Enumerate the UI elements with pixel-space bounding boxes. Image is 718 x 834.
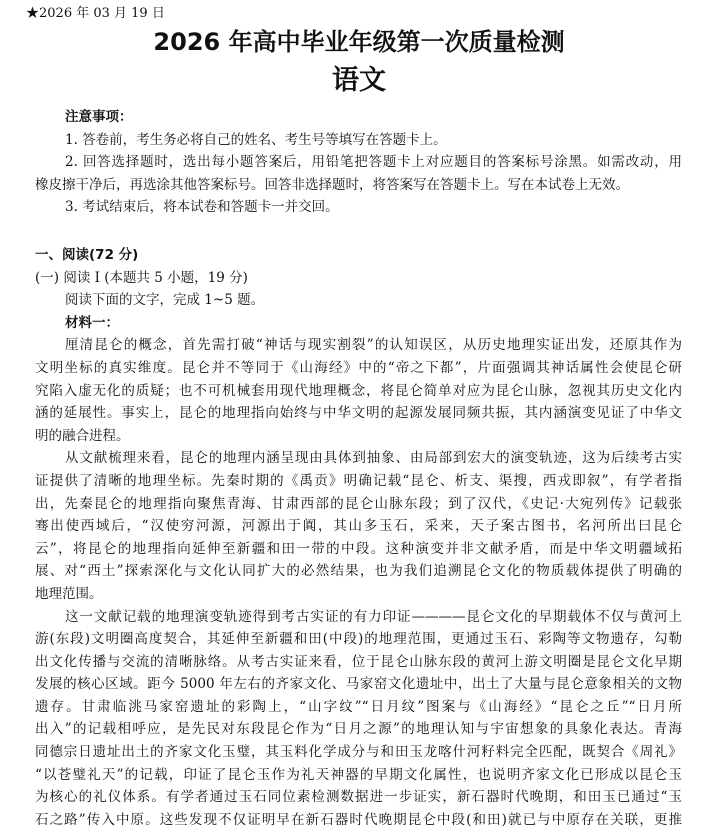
instruction: 阅读下面的文字，完成 1~5 题。 bbox=[65, 292, 265, 309]
passage-line: 明的融合进程。 bbox=[35, 427, 130, 444]
section-heading: 一、阅读(72 分) bbox=[35, 247, 139, 263]
reading-section bbox=[35, 244, 682, 831]
note-line: 1. 答卷前，考生务必将自己的姓名、考生号等填写在答题卡上。 bbox=[65, 131, 447, 148]
note-line: 2. 回答选择题时，选出每小题答案后，用铅笔把答题卡上对应题目的答案标号涂黑。如需改动，用 bbox=[65, 154, 682, 170]
notes-heading: 注意事项： bbox=[65, 109, 133, 125]
passage-line: 从文献梳理来看，昆仑的地理内涵呈现由具体到抽象、由局部到宏大的演变轨迹，这为后续考古实 bbox=[65, 450, 682, 467]
exam-date: ★2026 年 03 月 19 日 bbox=[26, 6, 165, 21]
passage bbox=[35, 334, 682, 831]
passage-line: 证提供了清晰的地理坐标。先秦时期的《禹贡》明确记载“昆仑、析支、渠搜，西戎即叙”，有学者指 bbox=[35, 472, 682, 489]
passage-line: 骞出使西域后，“汉使穷河源，河源出于阗，其山多玉石，采来，天子案古图书，名河所出曰昆仑 bbox=[35, 518, 682, 535]
note-line: 橡皮擦干净后，再选涂其他答案标号。回答非选择题时，将答案写在答题卡上。写在本试卷上无效。 bbox=[35, 176, 629, 193]
passage-line: “以苍璧礼天”的记载，印证了昆仑玉作为礼天神器的早期文化属性，也说明齐家文化已形成以昆仑玉 bbox=[35, 766, 682, 783]
passage-line: 究陷入虚无化的质疑；也不可机械套用现代地理概念，将昆仑简单对应为昆仑山脉，忽视其历史文化内 bbox=[35, 382, 682, 399]
passage-line: 石之路”传入中原。这些发现不仅证明早在新石器时代晚期昆仑中段(和田)就已与中原存在关联，更推 bbox=[35, 811, 682, 828]
passage-line: 同德宗日遗址出土的齐家文化玉璧，其玉料化学成分与和田玉龙喀什河籽料完全匹配，既契合《周礼》 bbox=[35, 744, 682, 761]
exam-subject: 语文 bbox=[332, 65, 386, 96]
note-line: 3. 考试结束后，将本试卷和答题卡一并交回。 bbox=[65, 199, 339, 215]
passage-line: 为核心的礼仪体系。有学者通过玉石同位素检测数据进一步证实，新石器时代晚期，和田玉已通过“玉 bbox=[35, 789, 682, 806]
passage-line: 出入”的记载相呼应，是先民对东段昆仑作为“日月之源”的地理认知与宇宙想象的具象化表达。青海 bbox=[35, 721, 682, 738]
passage-line: 云”，将昆仑的地理指向延伸至新疆和田一带的中段。这种演变并非文献矛盾，而是中华文明疆域拓 bbox=[35, 540, 682, 557]
passage-line: 遗存。甘肃临洮马家窑遗址的彩陶上，“山字纹”“日月纹”图案与《山海经》“昆仑之丘”“日月所 bbox=[35, 698, 682, 715]
material-label: 材料一： bbox=[65, 314, 119, 331]
notes-section bbox=[35, 106, 682, 219]
subsection-heading: (一) 阅读 I (本题共 5 小题，19 分) bbox=[35, 269, 248, 286]
passage-line: 发展的核心区域。距今 5000 年左右的齐家文化、马家窑文化遗址中，出土了大量与昆仑意象相关的文物 bbox=[35, 676, 682, 693]
passage-line: 厘清昆仑的概念，首先需打破“神话与现实割裂”的认知误区，从历史地理实证出发，还原其作为 bbox=[65, 337, 682, 354]
exam-title: 2026 年高中毕业年级第一次质量检测 bbox=[153, 28, 565, 56]
passage-line: 地理范围。 bbox=[35, 585, 103, 602]
passage-line: 出文化传播与交流的清晰脉络。从考古实证来看，位于昆仑山脉东段的黄河上游文明圈是昆仑文化早期 bbox=[35, 653, 682, 670]
passage-line: 涵的延展性。事实上，昆仑的地理指向始终与中华文明的起源发展同频共振，其内涵演变见证了中华文 bbox=[35, 405, 682, 422]
passage-line: 展、对“西土”探索深化与文化认同扩大的必然结果，也为我们追溯昆仑文化的物质载体提供了明确的 bbox=[35, 563, 682, 580]
passage-line: 这一文献记载的地理演变轨迹得到考古实证的有力印证————昆仑文化的早期载体不仅与黄河上 bbox=[65, 608, 682, 625]
passage-line: 文明坐标的真实维度。昆仑并不等同于《山海经》中的“帝之下都”，片面强调其神话属性会使昆仑研 bbox=[35, 359, 682, 376]
passage-line: 出，先秦昆仑的地理指向聚焦青海、甘肃西部的昆仑山脉东段；到了汉代，《史记·大宛列传》记载张 bbox=[35, 495, 682, 512]
passage-line: 游(东段)文明圈高度契合，其延伸至新疆和田(中段)的地理范围，更通过玉石、彩陶等文物遗存，勾勒 bbox=[35, 631, 682, 648]
